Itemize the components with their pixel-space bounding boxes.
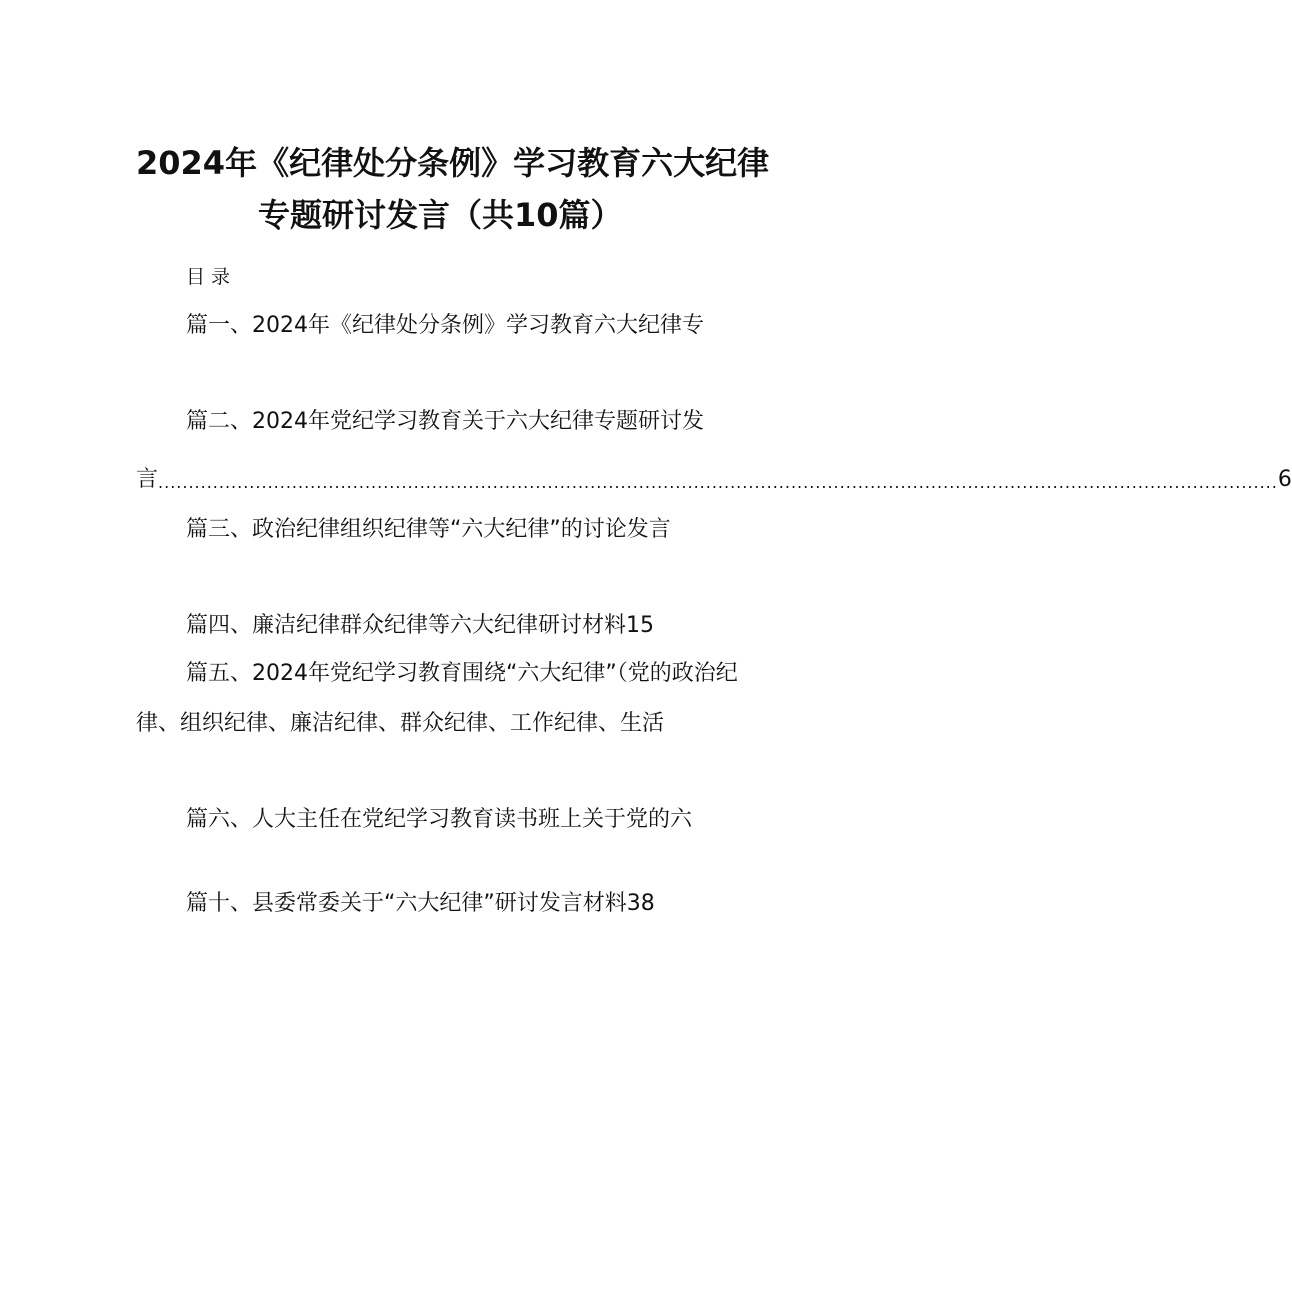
toc-entry-2-continuation[interactable]	[136, 466, 1292, 494]
toc-entry-3[interactable]: 篇三、政治纪律组织纪律等“六大纪律”的讨论发言	[186, 517, 671, 542]
toc-entry-5-continuation[interactable]: 律、组织纪律、廉洁纪律、群众纪律、工作纪律、生活	[136, 711, 665, 736]
toc-entry-1[interactable]: 篇一、2024年《纪律处分条例》学习教育六大纪律专	[186, 313, 704, 338]
toc-entry-2[interactable]: 篇二、2024年党纪学习教育关于六大纪律专题研讨发	[186, 409, 704, 434]
toc-entry-5[interactable]: 篇五、2024年党纪学习教育围绕“六大纪律”（党的政治纪	[186, 661, 738, 686]
toc-heading: 目录	[186, 266, 237, 288]
toc-entry-2-continuation-text: 言	[136, 467, 159, 492]
toc-entry-4[interactable]: 篇四、廉洁纪律群众纪律等六大纪律研讨材料15	[186, 613, 654, 638]
toc-entry-7[interactable]: 篇十、县委常委关于“六大纪律”研讨发言材料38	[186, 891, 655, 916]
document-title-line-1: 2024年《纪律处分条例》学习教育六大纪律	[136, 144, 770, 182]
toc-leader-dots: ........................................................................................................................................................................................	[158, 473, 1278, 492]
document-title-line-2: 专题研讨发言（共10篇）	[258, 196, 623, 234]
toc-entry-6[interactable]: 篇六、人大主任在党纪学习教育读书班上关于党的六	[186, 807, 693, 832]
toc-entry-2-page-number: 6	[1277, 467, 1292, 492]
